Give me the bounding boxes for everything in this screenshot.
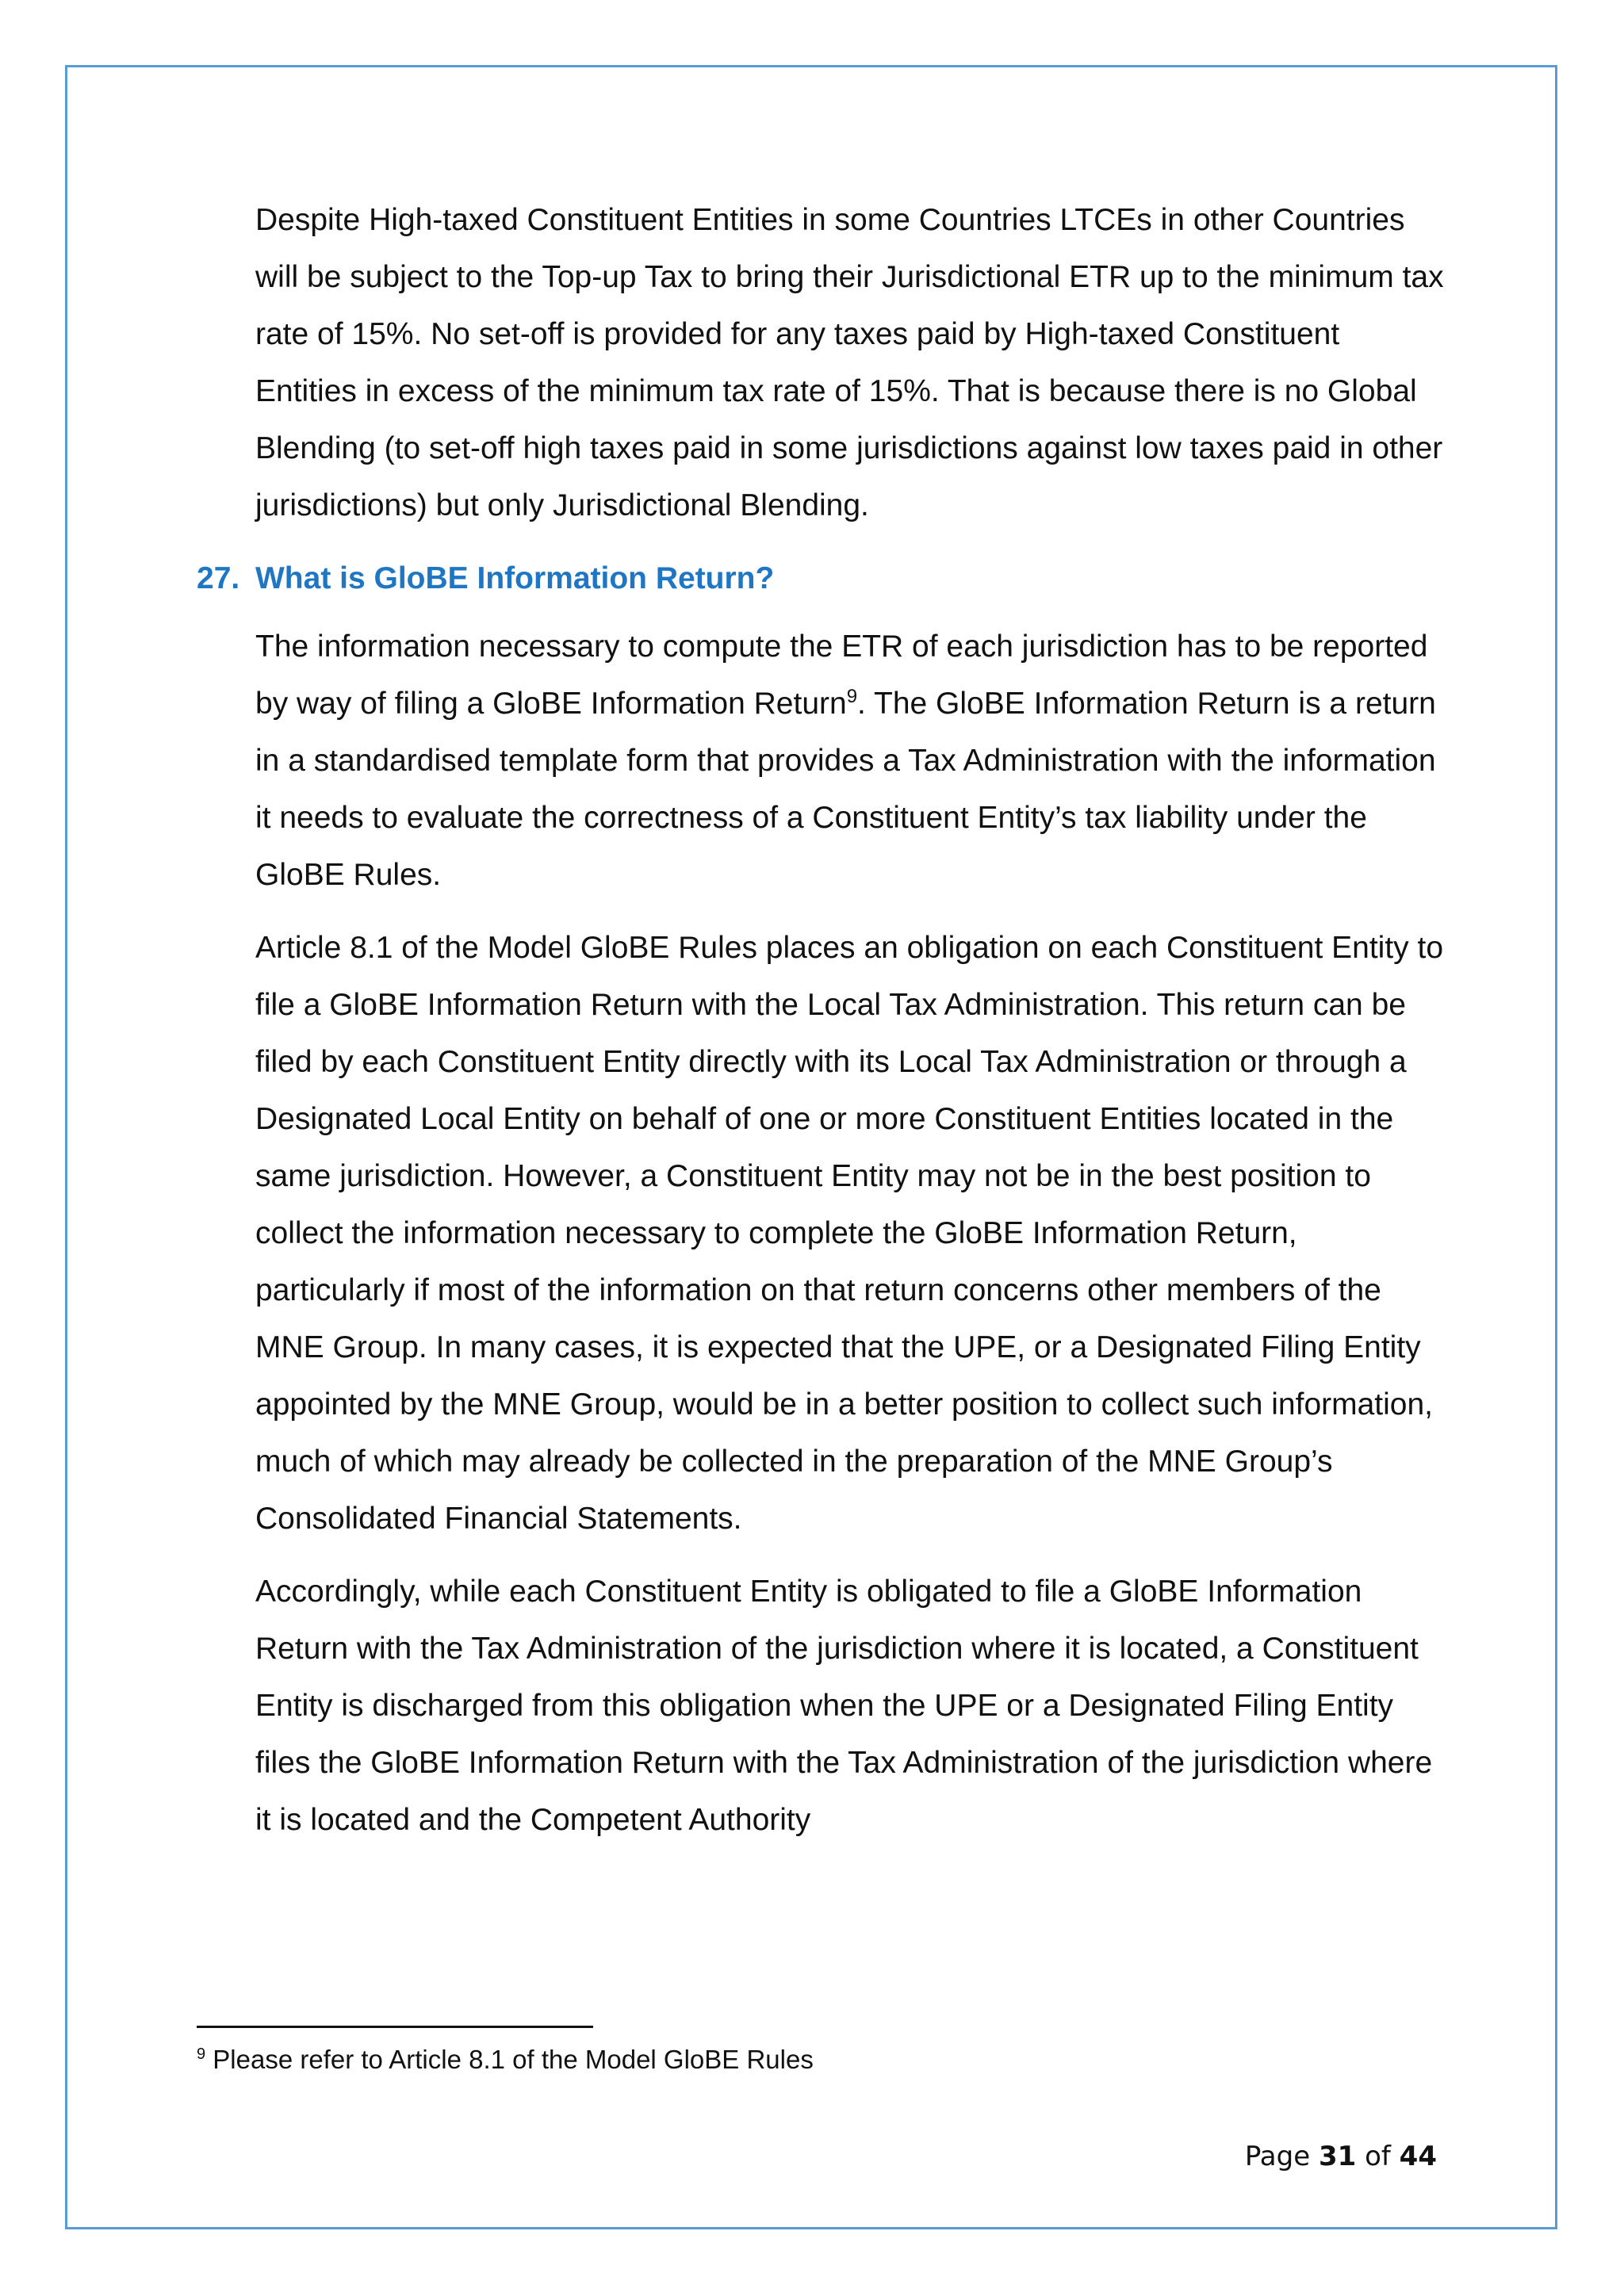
- paragraph-text: . The GloBE Information Return is a return in a standardised template form that provides a Tax Administration with the information it needs to evaluate the correctness of a Constituent Entity’s tax liability under the GloBE Rules.: [255, 687, 1436, 892]
- page-separator: of: [1356, 2141, 1400, 2172]
- section-heading: [197, 550, 1445, 607]
- total-pages: 44: [1399, 2141, 1437, 2172]
- section-number: 27.: [197, 561, 240, 595]
- footnote-marker: 9: [197, 2045, 206, 2063]
- footnote-reference[interactable]: 9: [846, 686, 858, 707]
- paragraph: Despite High-taxed Constituent Entities in some Countries LTCEs in other Countries will be subject to the Top-up Tax to bring their Jurisdictional ETR up to the minimum tax rate of 15%. No set-off is provided for any taxes paid by High-taxed Constituent Entities in excess of the minimum tax rate of 15%. That is because there is no Global Blending (to set-off high taxes paid in some jurisdictions against low taxes paid in other jurisdictions) but only Jurisdictional Blending.: [255, 203, 1444, 522]
- section-title: What is GloBE Information Return?: [255, 561, 775, 595]
- paragraph: [255, 618, 1445, 904]
- footnote-text: Please refer to Article 8.1 of the Model GloBE Rules: [205, 2045, 814, 2074]
- document-body: [197, 192, 1445, 1865]
- current-page: 31: [1318, 2141, 1357, 2172]
- page-label: Page: [1244, 2141, 1319, 2172]
- footnote: [197, 2044, 814, 2076]
- paragraph-text: The information necessary to compute the ETR of each jurisdiction has to be reported by way of filing a GloBE Information Return: [255, 629, 1428, 721]
- footnote-separator: [197, 2026, 593, 2028]
- page-number: [1245, 2141, 1437, 2172]
- paragraph: Accordingly, while each Constituent Entity is obligated to file a GloBE Information Return with the Tax Administration of the jurisdiction where it is located, a Constituent Entity is discharged from this obligation when the UPE or a Designated Filing Entity files the GloBE Information Return with the Tax Administration of the jurisdiction where it is located and the Competent Authority: [255, 1575, 1433, 1837]
- paragraph: Article 8.1 of the Model GloBE Rules places an obligation on each Constituent Entity to file a GloBE Information Return with the Local Tax Administration. This return can be filed by each Constituent Entity directly with its Local Tax Administration or through a Designated Local Entity on behalf of one or more Constituent Entities located in the same jurisdiction. However, a Constituent Entity may not be in the best position to collect the information necessary to complete the GloBE Information Return, particularly if most of the information on that return concerns other members of the MNE Group. In many cases, it is expected that the UPE, or a Designated Filing Entity appointed by the MNE Group, would be in a better position to collect such information, much of which may already be collected in the preparation of the MNE Group’s Consolidated Financial Statements.: [255, 931, 1444, 1536]
